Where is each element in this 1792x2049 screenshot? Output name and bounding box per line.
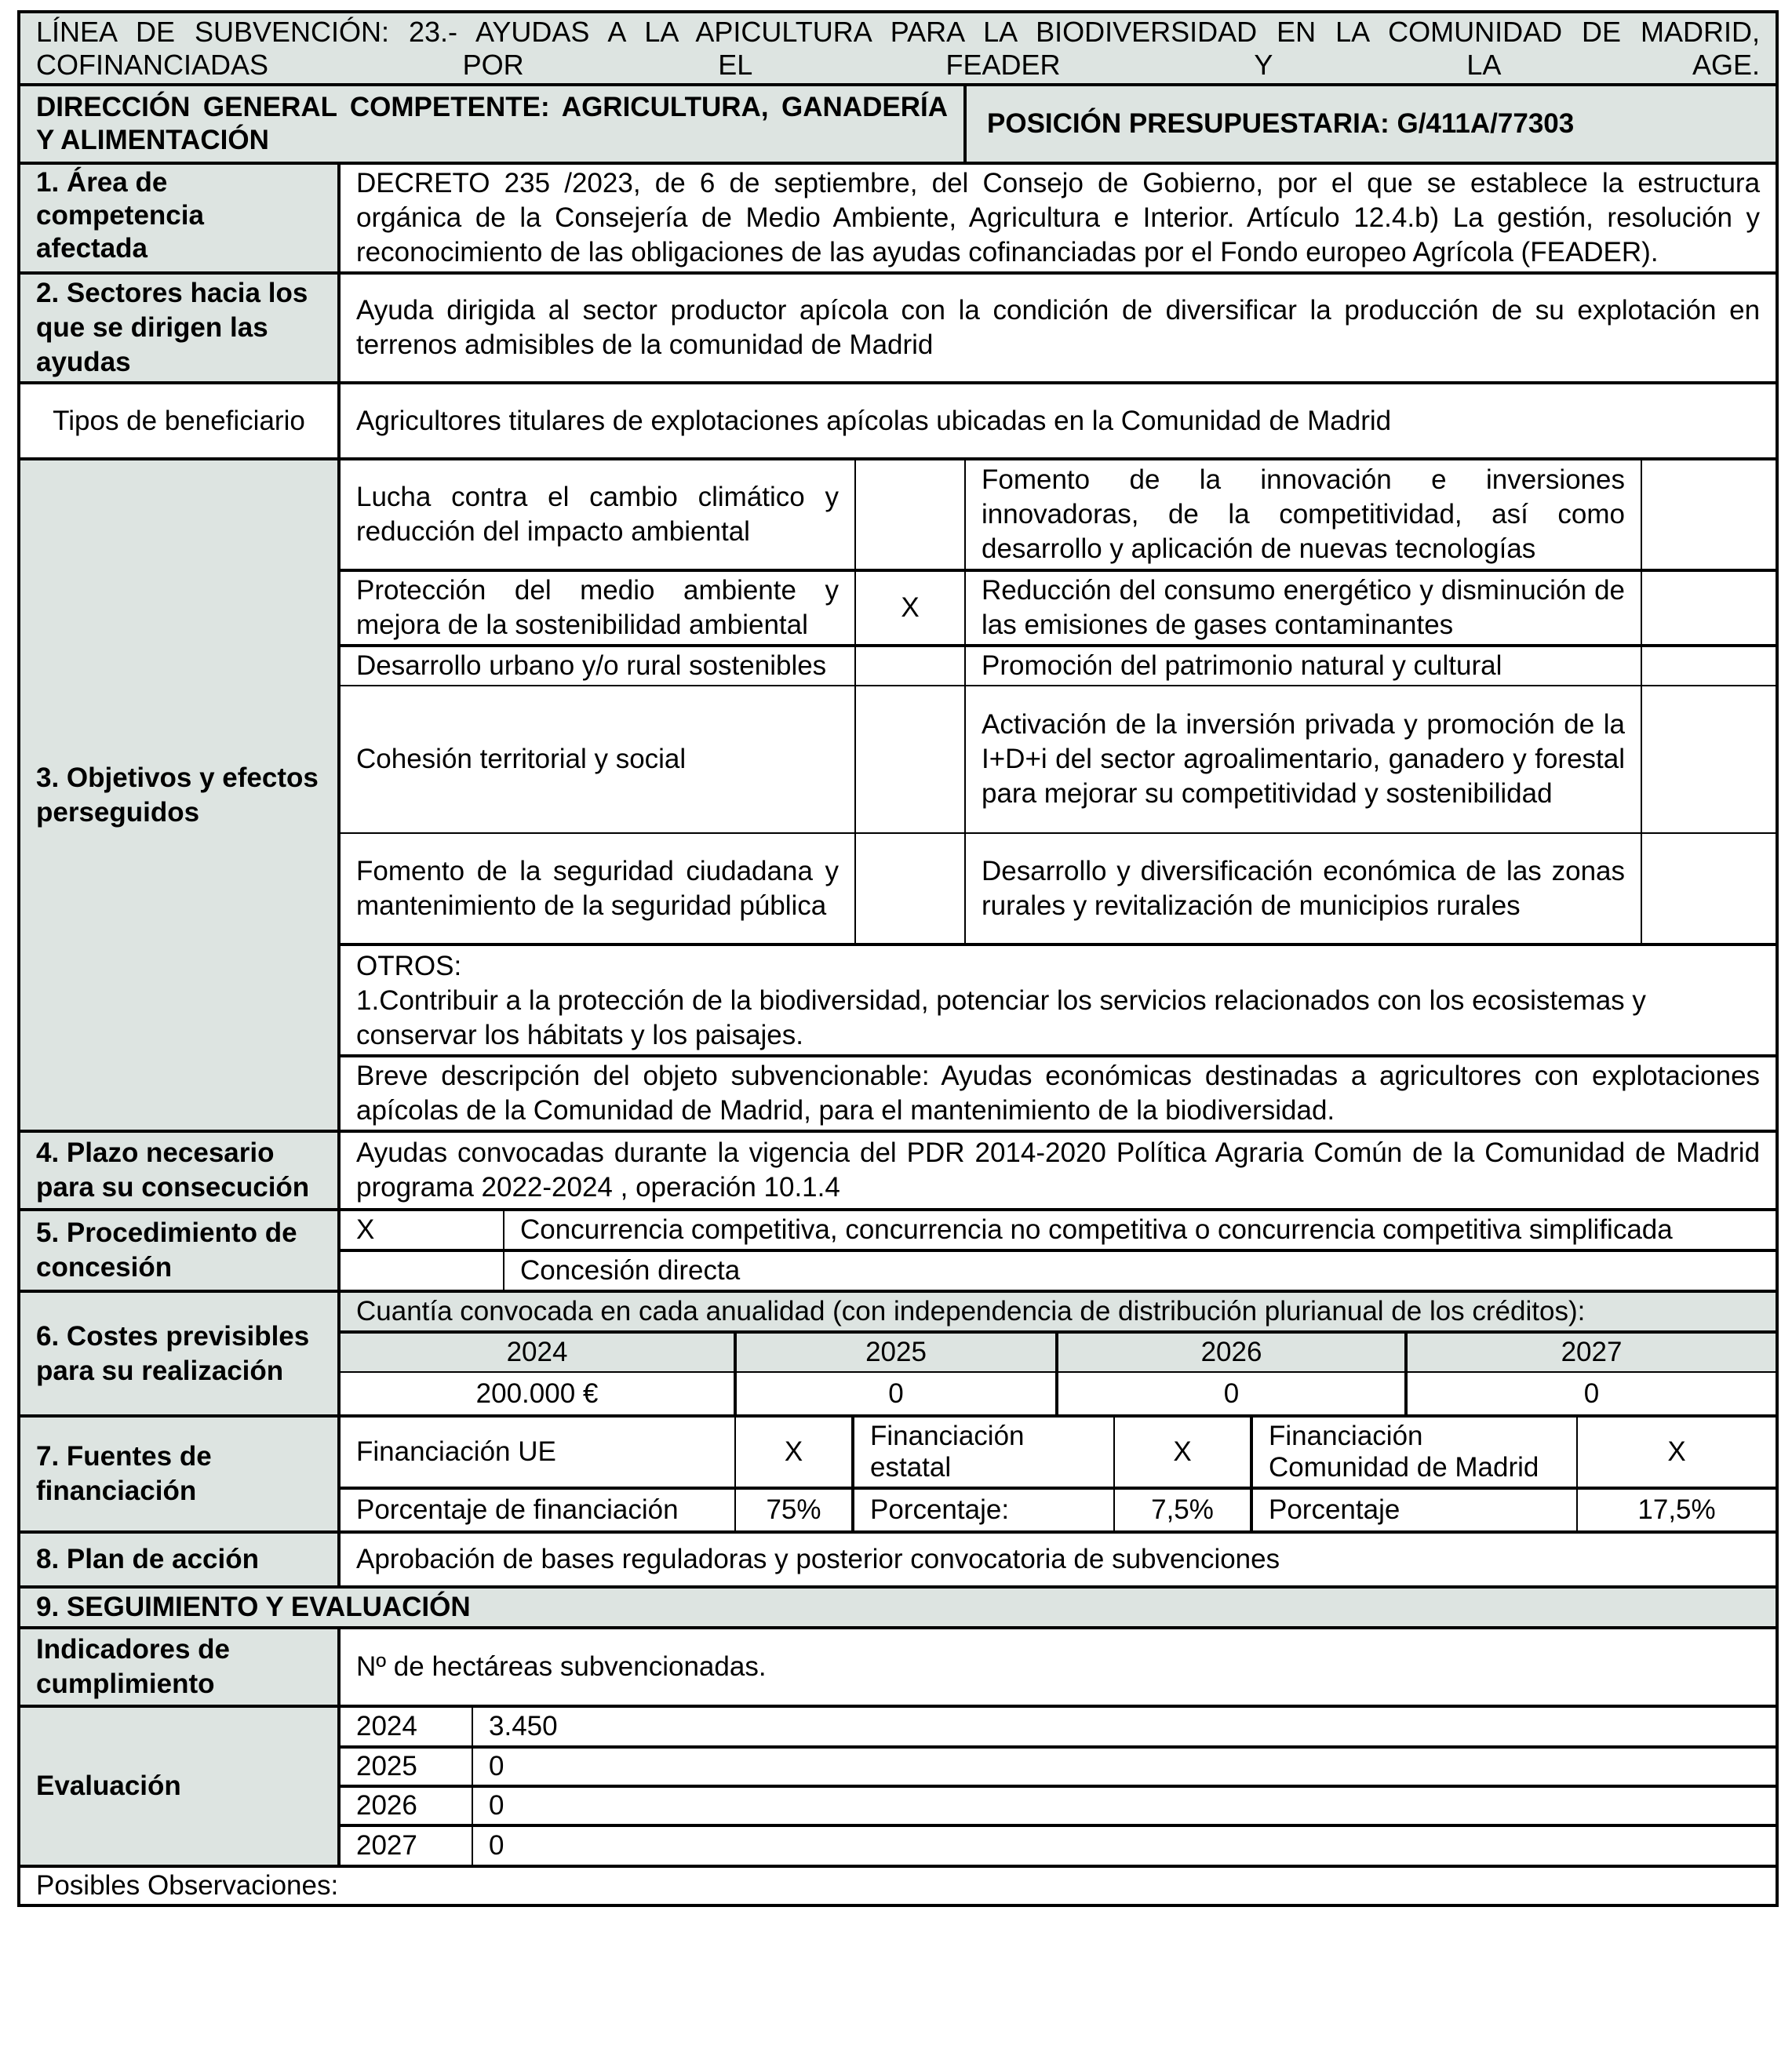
year-value: 0 xyxy=(1583,1378,1600,1409)
year-header: 2024 xyxy=(341,1332,735,1372)
objective-checkbox[interactable] xyxy=(855,459,965,570)
porcentaje-ue-label: Porcentaje de financiación xyxy=(341,1488,735,1530)
section1-text: DECRETO 235 /2023, de 6 de septiembre, del Consejo de Gobierno, por el que se establece la estructura orgánica de la Consejería de Medio Ambiente, Agricultura e Interior. Artículo 12.4.b) La gestión, resolución y reconocimiento de las obligaciones de las ayudas cofinanciadas por el Fondo europeo Agrícola (FEADER). xyxy=(339,163,1777,273)
objective-checkbox[interactable] xyxy=(855,686,965,833)
costes-caption: Cuantía convocada en cada anualidad (con independencia de distribución plurianual de los créditos): xyxy=(341,1293,1776,1332)
porcentaje-cm-label: Porcentaje xyxy=(1251,1488,1577,1530)
evaluacion-year: 2024 xyxy=(341,1708,472,1747)
objective-checkbox[interactable]: X xyxy=(855,570,965,646)
section4-label: 4. Plazo necesario para su consecución xyxy=(19,1131,339,1210)
evaluacion-value: 0 xyxy=(472,1747,1776,1786)
beneficiarios-text: Agricultores titulares de explotaciones apícolas ubicadas en la Comunidad de Madrid xyxy=(339,383,1777,459)
objective-text: Protección del medio ambiente y mejora de la sostenibilidad ambiental xyxy=(339,570,855,646)
procedimiento-checkbox[interactable] xyxy=(341,1250,504,1290)
otros-title: OTROS: xyxy=(356,951,462,981)
objective-text: Reducción del consumo energético y disminución de las emisiones de gases contaminantes xyxy=(965,570,1641,646)
objective-checkbox[interactable] xyxy=(1641,570,1777,646)
evaluacion-value: 3.450 xyxy=(472,1708,1776,1747)
procedimiento-checkbox[interactable]: X xyxy=(341,1211,504,1250)
year-value: 0 xyxy=(735,1372,1057,1414)
objective-text: Promoción del patrimonio natural y cultural xyxy=(965,646,1641,686)
beneficiarios-label: Tipos de beneficiario xyxy=(19,383,339,459)
subsidy-table xyxy=(17,10,1779,1907)
section3-label: 3. Objetivos y efectos perseguidos xyxy=(19,459,339,1131)
section2-text: Ayuda dirigida al sector productor apícola con la condición de diversificar la producción de su explotación en terrenos admisibles de la comunidad de Madrid xyxy=(339,273,1777,383)
objective-checkbox[interactable] xyxy=(1641,686,1777,833)
objective-text: Desarrollo y diversificación económica de las zonas rurales y revitalización de municipios rurales xyxy=(965,833,1641,944)
objective-text: Activación de la inversión privada y promoción de la I+D+i del sector agroalimentario, ganadero y forestal para mejorar su competitividad y sostenibilidad xyxy=(965,686,1641,833)
section5-label: 5. Procedimiento de concesión xyxy=(19,1210,339,1291)
section4-text: Ayudas convocadas durante la vigencia del PDR 2014-2020 Política Agraria Común de la Comunidad de Madrid programa 2022-2024 , operación 10.1.4 xyxy=(339,1131,1777,1210)
financiacion-cm-label: Financiación Comunidad de Madrid xyxy=(1251,1418,1577,1488)
porcentaje-ue-value: 75% xyxy=(735,1488,853,1530)
objective-text: Desarrollo urbano y/o rural sostenibles xyxy=(339,646,855,686)
section8-label: 8. Plan de acción xyxy=(19,1532,339,1587)
otros-block xyxy=(339,944,1777,1056)
financiacion-ue-checkbox[interactable]: X xyxy=(735,1418,853,1488)
year-header: 2026 xyxy=(1057,1332,1406,1372)
posicion-presupuestaria: POSICIÓN PRESUPUESTARIA: G/411A/77303 xyxy=(965,85,1777,163)
financiacion-estatal-checkbox[interactable]: X xyxy=(1114,1418,1251,1488)
evaluacion-value: 0 xyxy=(489,1830,504,1861)
direccion-general: DIRECCIÓN GENERAL COMPETENTE: AGRICULTURA, GANADERÍA Y ALIMENTACIÓN xyxy=(19,85,965,163)
year-header: 2027 xyxy=(1406,1332,1776,1372)
objective-checkbox[interactable] xyxy=(855,833,965,944)
financiacion-estatal-label: Financiación estatal xyxy=(853,1418,1114,1488)
financiacion-ue-label: Financiación UE xyxy=(341,1418,735,1488)
objective-checkbox[interactable] xyxy=(1641,833,1777,944)
section1-label: 1. Área de competencia afectada xyxy=(19,163,339,273)
subsidy-sheet xyxy=(17,10,1776,1907)
section7-label: 7. Fuentes de financiación xyxy=(19,1416,339,1532)
costes-table xyxy=(339,1291,1777,1416)
procedimiento-option: Concurrencia competitiva, concurrencia no competitiva o concurrencia competitiva simplificada xyxy=(504,1211,1776,1250)
evaluacion-label: Evaluación xyxy=(19,1706,339,1866)
indicadores-text: Nº de hectáreas subvencionadas. xyxy=(339,1628,1777,1706)
otros-text: 1.Contribuir a la protección de la biodiversidad, potenciar los servicios relacionados con los ecosistemas y conservar los hábitats y los paisajes. xyxy=(356,985,1646,1050)
financiacion-table xyxy=(339,1416,1777,1532)
section8-text: Aprobación de bases reguladoras y posterior convocatoria de subvenciones xyxy=(339,1532,1777,1587)
objective-text: Cohesión territorial y social xyxy=(339,686,855,833)
procedimiento-options xyxy=(339,1210,1777,1291)
objective-checkbox[interactable] xyxy=(1641,459,1777,570)
page-title: LÍNEA DE SUBVENCIÓN: 23.- AYUDAS A LA APICULTURA PARA LA BIODIVERSIDAD EN LA COMUNIDAD DE MADRID, COFINANCIADAS POR EL FEADER Y LA AGE. xyxy=(19,12,1777,85)
year-value: 200.000 € xyxy=(341,1372,735,1414)
posibles-observaciones: Posibles Observaciones: xyxy=(19,1866,1777,1905)
porcentaje-cm-value: 17,5% xyxy=(1637,1494,1716,1525)
objective-checkbox[interactable] xyxy=(855,646,965,686)
section9-title: 9. SEGUIMIENTO Y EVALUACIÓN xyxy=(19,1587,1777,1628)
breve-descripcion: Breve descripción del objeto subvencionable: Ayudas económicas destinadas a agricultores con explotaciones apícolas de la Comunidad de Madrid, para el mantenimiento de la biodiversidad. xyxy=(339,1056,1777,1131)
objective-text: Fomento de la innovación e inversiones innovadoras, de la competitividad, así como desarrollo y aplicación de nuevas tecnologías xyxy=(965,459,1641,570)
year-header: 2025 xyxy=(735,1332,1057,1372)
porcentaje-estatal-label: Porcentaje: xyxy=(853,1488,1114,1530)
procedimiento-option: Concesión directa xyxy=(520,1255,741,1286)
evaluacion-table xyxy=(339,1706,1777,1866)
objective-text: Fomento de la seguridad ciudadana y mantenimiento de la seguridad pública xyxy=(339,833,855,944)
financiacion-cm-checkbox[interactable]: X xyxy=(1577,1418,1776,1488)
evaluacion-year: 2027 xyxy=(341,1825,472,1865)
indicadores-label: Indicadores de cumplimiento xyxy=(19,1628,339,1706)
evaluacion-year: 2025 xyxy=(341,1747,472,1786)
section2-label: 2. Sectores hacia los que se dirigen las ayudas xyxy=(19,273,339,383)
evaluacion-value: 0 xyxy=(472,1786,1776,1825)
objective-text: Lucha contra el cambio climático y reducción del impacto ambiental xyxy=(339,459,855,570)
year-value: 0 xyxy=(1057,1372,1406,1414)
porcentaje-estatal-value: 7,5% xyxy=(1114,1488,1251,1530)
evaluacion-year: 2026 xyxy=(341,1786,472,1825)
objective-checkbox[interactable] xyxy=(1641,646,1777,686)
section6-label: 6. Costes previsibles para su realización xyxy=(19,1291,339,1416)
